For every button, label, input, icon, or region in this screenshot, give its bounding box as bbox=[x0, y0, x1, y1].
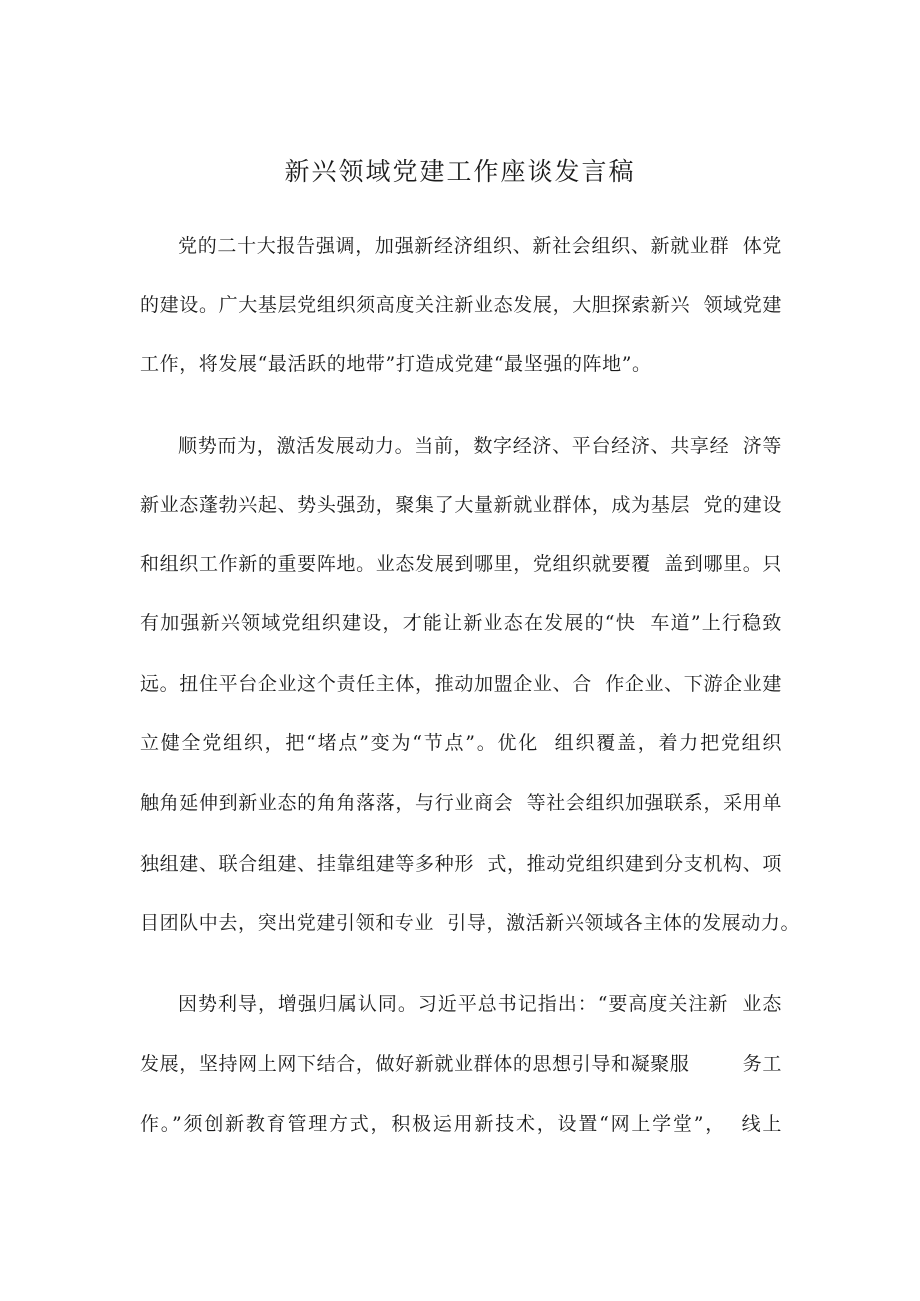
paragraph-line: 工作，将发展“最活跃的地带”打造成党建“最坚强的阵地”。 bbox=[140, 353, 652, 375]
paragraph-line: 有加强新兴领域党组织建设，才能让新业态在发展的“快 车道”上行稳致 bbox=[140, 612, 782, 634]
paragraph-line: 顺势而为，激活发展动力。当前，数字经济、平台经济、共享经 济等 bbox=[178, 435, 782, 457]
paragraph-line: 独组建、联合组建、挂靠组建等多种形 式，推动党组织建到分支机构、项 bbox=[140, 853, 782, 875]
paragraph-line: 立健全党组织，把“堵点”变为“节点”。优化 组织覆盖，着力把党组织 bbox=[140, 732, 782, 754]
paragraph-line: 发展，坚持网上网下结合，做好新就业群体的思想引导和凝聚服 务工 bbox=[140, 1053, 782, 1075]
paragraph-line: 党的二十大报告强调，加强新经济组织、新社会组织、新就业群 体党 bbox=[178, 235, 782, 257]
paragraph-line: 远。扭住平台企业这个责任主体，推动加盟企业、合 作企业、下游企业建 bbox=[140, 673, 782, 695]
paragraph-line: 因势利导，增强归属认同。习近平总书记指出：“要高度关注新 业态 bbox=[178, 993, 782, 1015]
paragraph-line: 目团队中去，突出党建引领和专业 引导，激活新兴领域各主体的发展动力。 bbox=[140, 912, 801, 934]
paragraph-line: 新业态蓬勃兴起、势头强劲，聚集了大量新就业群体，成为基层 党的建设 bbox=[140, 494, 782, 516]
paragraph-line: 和组织工作新的重要阵地。业态发展到哪里，党组织就要覆 盖到哪里。只 bbox=[140, 553, 782, 575]
paragraph-line: 作。”须创新教育管理方式，积极运用新技术，设置“网上学堂”， 线上 bbox=[140, 1113, 782, 1135]
paragraph-line: 触角延伸到新业态的角角落落，与行业商会 等社会组织加强联系，采用单 bbox=[140, 792, 782, 814]
paragraph-line: 的建设。广大基层党组织须高度关注新业态发展，大胆探索新兴 领域党建 bbox=[140, 294, 782, 316]
document-title: 新兴领域党建工作座谈发言稿 bbox=[284, 157, 636, 186]
